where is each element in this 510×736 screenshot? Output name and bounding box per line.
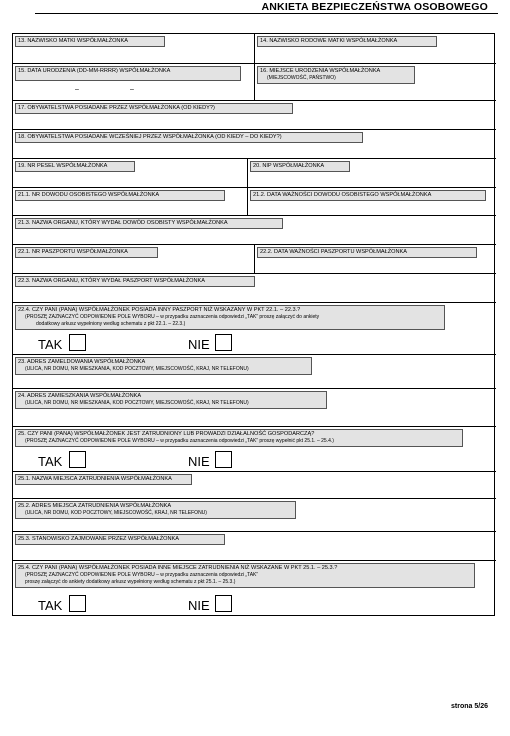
field-25-4-hint: (PROSZĘ ZAZNACZYĆ ODPOWIEDNIE POLE WYBORU – w przypadku zaznaczenia odpowiedzi „TAK” — [25, 572, 259, 578]
no-checkbox-22-4[interactable] — [215, 334, 232, 351]
field-25-1[interactable] — [13, 471, 496, 498]
field-24-label: 24. ADRES ZAMIESZKANIA WSPÓŁMAŁŻONKA (ULICA, NR DOMU, NR MIESZKANIA, KOD POCZTOWY, MIEJSCOWOŚĆ, KRAJ, NR TELEFONU) — [15, 391, 327, 409]
field-25-2-label: 25.2. ADRES MIEJSCA ZATRUDNIENIA WSPÓŁMAŁŻONKA (ULICA, NR DOMU, KOD POCZTOWY, MIEJSCOWOŚĆ, KRAJ, NR TELEFONU) — [15, 501, 296, 519]
field-25-hint: (PROSZĘ ZAZNACZYĆ ODPOWIEDNIE POLE WYBORU – w przypadku zaznaczenia odpowiedzi „TAK” proszę wypełnić pkt 25.1. – 25.4.) — [25, 438, 334, 444]
field-22-2-label: 22.2. DATA WAŻNOŚCI PASZPORTU WSPÓŁMAŁŻONKA — [257, 247, 477, 258]
field-21-1[interactable] — [13, 187, 248, 215]
field-21-3[interactable] — [13, 215, 496, 244]
field-21-1-label: 21.1. NR DOWODU OSOBISTEGO WSPÓŁMAŁŻONKA — [15, 190, 225, 201]
field-25 — [13, 426, 496, 471]
field-14-label: 14. NAZWISKO RODOWE MATKI WSPÓŁMAŁŻONKA — [257, 36, 437, 47]
field-22-3[interactable] — [13, 273, 496, 302]
field-13-label: 13. NAZWISKO MATKI WSPÓŁMAŁŻONKA — [15, 36, 165, 47]
field-22-4 — [13, 302, 496, 354]
field-22-2[interactable] — [255, 244, 496, 273]
spouse-form — [12, 33, 495, 616]
field-22-4-hint: (PROSZĘ ZAZNACZYĆ ODPOWIEDNIE POLE WYBORU – w przypadku zaznaczenia odpowiedzi „TAK” proszę załączyć do ankiety — [25, 314, 320, 320]
field-22-4-label: 22.4. CZY PANI (PANA) WSPÓŁMAŁŻONEK POSIADA INNY PASZPORT NIŻ WSKAZANY W PKT 22.1. – 22.3.? (PROSZĘ ZAZNACZYĆ ODPOWIEDNIE POLE WYBORU – w przypadku zaznaczenia odpowiedzi „TAK” proszę załączyć do ankiety dodatkowy arkusz wypełniony według schematu z pkt 22.1. – 22.3.) — [15, 305, 445, 330]
yes-checkbox-22-4[interactable] — [69, 334, 86, 351]
yes-label-25-4: TAK — [38, 598, 63, 613]
field-16-hint: (MIEJSCOWOŚĆ, PAŃSTWO) — [267, 75, 336, 81]
yes-label-25: TAK — [38, 454, 63, 469]
date-separator-2: – — [130, 86, 134, 93]
yes-checkbox-25[interactable] — [69, 451, 86, 468]
field-25-3[interactable] — [13, 531, 496, 560]
field-16[interactable] — [255, 63, 496, 100]
no-checkbox-25-4[interactable] — [215, 595, 232, 612]
field-16-label: 16. MIEJSCE URODZENIA WSPÓŁMAŁŻONKA (MIEJSCOWOŚĆ, PAŃSTWO) — [257, 66, 415, 84]
field-22-3-label: 22.3. NAZWA ORGANU, KTÓRY WYDAŁ PASZPORT WSPÓŁMAŁŻONKA — [15, 276, 255, 287]
page-number: strona 5/26 — [451, 703, 488, 710]
field-13[interactable] — [13, 34, 255, 63]
field-25-4-hint-2: proszę załączyć do ankiety dodatkowy arkusz wypełniony według schematu z pkt 25.1. – 25.3.) — [25, 579, 236, 585]
field-24[interactable] — [13, 388, 496, 426]
field-25-2-hint: (ULICA, NR DOMU, KOD POCZTOWY, MIEJSCOWOŚĆ, KRAJ, NR TELEFONU) — [25, 510, 207, 516]
field-25-4 — [13, 560, 496, 617]
field-23-label: 23. ADRES ZAMELDOWANIA WSPÓŁMAŁŻONKA (ULICA, NR DOMU, NR MIESZKANIA, KOD POCZTOWY, MIEJSCOWOŚĆ, KRAJ, NR TELEFONU) — [15, 357, 312, 375]
field-22-4-hint-2: dodatkowy arkusz wypełniony według schematu z pkt 22.1. – 22.3.) — [36, 321, 186, 327]
field-15[interactable] — [13, 63, 255, 100]
date-separator-1: – — [75, 86, 79, 93]
field-21-3-label: 21.3. NAZWA ORGANU, KTÓRY WYDAŁ DOWÓD OSOBISTY WSPÓŁMAŁŻONKA — [15, 218, 283, 229]
yes-label-22-4: TAK — [38, 337, 63, 352]
no-label-25: NIE — [188, 454, 210, 469]
field-20-label: 20. NIP WSPÓŁMAŁŻONKA — [250, 161, 350, 172]
field-15-label: 15. DATA URODZENIA (DD-MM-RRRR) WSPÓŁMAŁŻONKA — [15, 66, 241, 81]
field-22-1-label: 22.1. NR PASZPORTU WSPÓŁMAŁŻONKA — [15, 247, 158, 258]
field-19[interactable] — [13, 158, 248, 187]
field-22-1[interactable] — [13, 244, 255, 273]
no-label-22-4: NIE — [188, 337, 210, 352]
no-checkbox-25[interactable] — [215, 451, 232, 468]
field-25-2[interactable] — [13, 498, 496, 531]
field-18-label: 18. OBYWATELSTWA POSIADANE WCZEŚNIEJ PRZEZ WSPÓŁMAŁŻONKA (OD KIEDY – DO KIEDY?) — [15, 132, 363, 143]
field-25-4-label: 25.4. CZY PANI (PANA) WSPÓŁMAŁŻONEK POSIADA INNE MIEJSCE ZATRUDNIENIA NIŻ WSKAZANE W PKT 25.1. – 25.3.? (PROSZĘ ZAZNACZYĆ ODPOWIEDNIE POLE WYBORU – w przypadku zaznaczenia odpowiedzi „TAK” proszę załączyć do ankiety dodatkowy arkusz wypełniony według schematu z pkt 25.1. – 25.3.) — [15, 563, 475, 588]
field-17-label: 17. OBYWATELSTWA POSIADANE PRZEZ WSPÓŁMAŁŻONKA (OD KIEDY?) — [15, 103, 293, 114]
field-25-label: 25. CZY PANI (PANA) WSPÓŁMAŁŻONEK JEST ZATRUDNIONY LUB PROWADZI DZIAŁALNOŚĆ GOSPODARCZĄ? (PROSZĘ ZAZNACZYĆ ODPOWIEDNIE POLE WYBORU – w przypadku zaznaczenia odpowiedzi „TAK” proszę wypełnić pkt 25.1. – 25.4.) — [15, 429, 463, 447]
field-25-3-label: 25.3. STANOWISKO ZAJMOWANE PRZEZ WSPÓŁMAŁŻONKA — [15, 534, 225, 545]
field-23-hint: (ULICA, NR DOMU, NR MIESZKANIA, KOD POCZTOWY, MIEJSCOWOŚĆ, KRAJ, NR TELEFONU) — [25, 366, 249, 372]
field-18[interactable] — [13, 129, 496, 158]
field-21-2-label: 21.2. DATA WAŻNOŚCI DOWODU OSOBISTEGO WSPÓŁMAŁŻONKA — [250, 190, 486, 201]
no-label-25-4: NIE — [188, 598, 210, 613]
header-rule — [35, 13, 498, 14]
field-20[interactable] — [248, 158, 496, 187]
field-19-label: 19. NR PESEL WSPÓŁMAŁŻONKA — [15, 161, 135, 172]
field-23[interactable] — [13, 354, 496, 388]
field-25-1-label: 25.1. NAZWA MIEJSCA ZATRUDNIENIA WSPÓŁMAŁŻONKA — [15, 474, 192, 485]
field-17[interactable] — [13, 100, 496, 129]
field-21-2[interactable] — [248, 187, 496, 215]
yes-checkbox-25-4[interactable] — [69, 595, 86, 612]
field-24-hint: (ULICA, NR DOMU, NR MIESZKANIA, KOD POCZTOWY, MIEJSCOWOŚĆ, KRAJ, NR TELEFONU) — [25, 400, 249, 406]
page-header — [0, 0, 510, 16]
page-title: ANKIETA BEZPIECZEŃSTWA OSOBOWEGO — [261, 1, 488, 13]
field-14[interactable] — [255, 34, 496, 63]
